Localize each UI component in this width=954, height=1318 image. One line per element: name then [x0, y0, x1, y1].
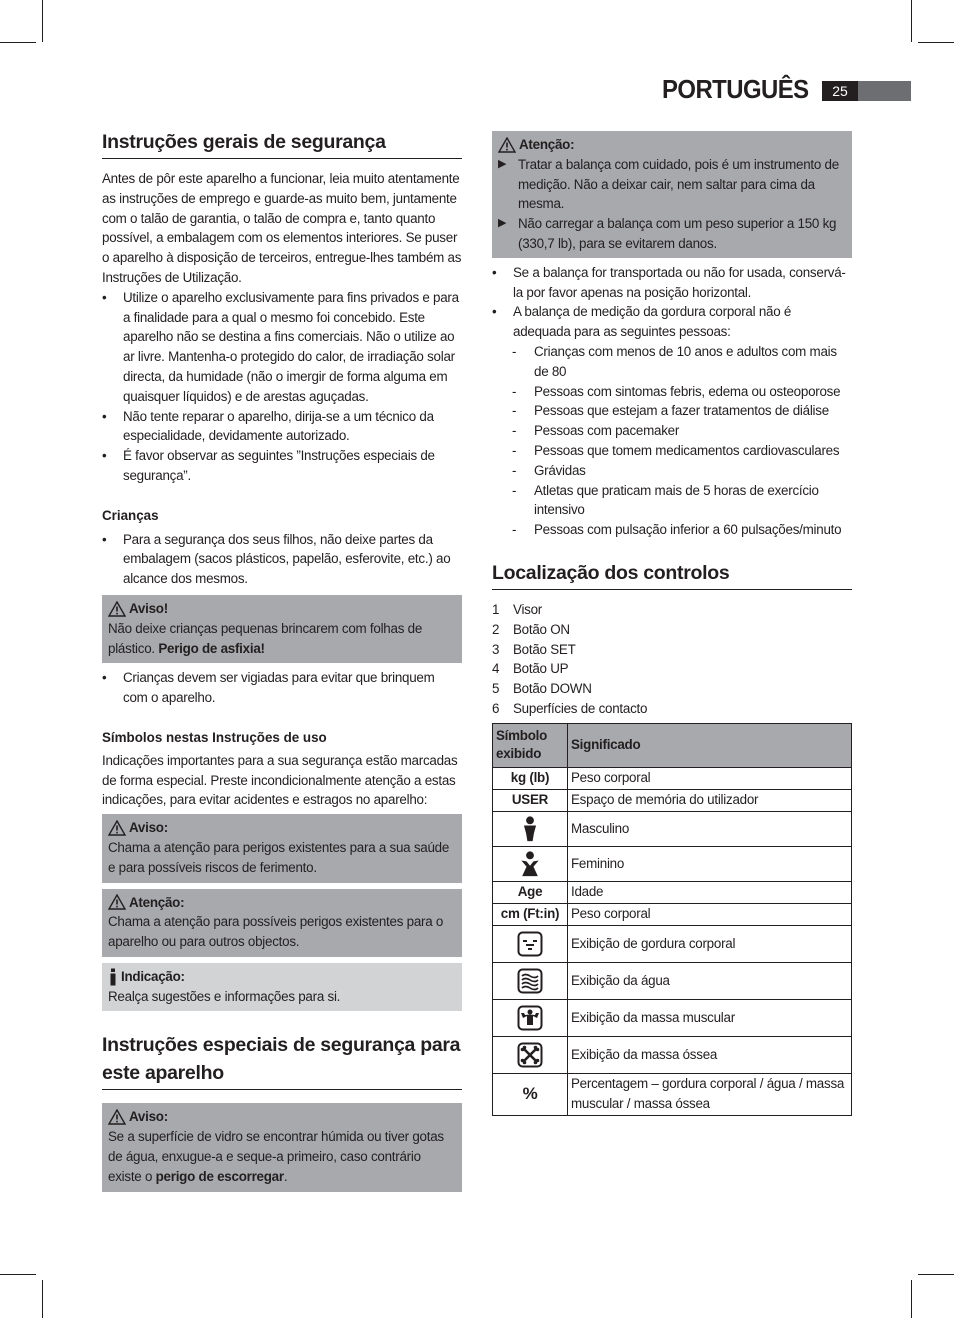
symbols-heading: Símbolos nestas Instruções de uso: [102, 729, 327, 745]
list-item: - Pessoas que tomem medicamentos cardiovasculares: [512, 442, 840, 458]
page-language-title: PORTUGUÊS: [662, 74, 809, 104]
slip-warning-box: Aviso: Se a superfície de vidro se encontrar húmida ou tiver gotas de água, enxugue-a e seque-a primeiro, caso contrário existe o perigo de escorregar.: [102, 1103, 462, 1191]
list-item: - Grávidas: [512, 462, 586, 478]
warning-icon: [498, 137, 516, 153]
section-title-controls: Localização dos controlos: [492, 559, 852, 590]
muscle-icon: [517, 1005, 543, 1031]
crop-mark: [911, 0, 912, 42]
list-item: 5 Botão DOWN: [492, 681, 592, 697]
list-item: • Se a balança for transportada ou não for usada, conservá-la por favor apenas na posição horizontal.: [492, 264, 846, 300]
triangle-bullet-icon: ▶: [498, 217, 507, 230]
list-item: 3 Botão SET: [492, 641, 576, 657]
water-icon: [517, 968, 543, 994]
right-column: [492, 131, 852, 1116]
header-bar: [858, 81, 911, 101]
table-row: Exibição de gordura corporal: [493, 925, 852, 962]
table-row: cm (Ft:in) Peso corporal: [493, 903, 852, 925]
warning-icon: [108, 1109, 126, 1125]
indicacao-box: Indicação: Realça sugestões e informações para si.: [102, 963, 462, 1012]
list-item: • É favor observar as seguintes ”Instruções especiais de segurança”.: [102, 448, 435, 483]
general-bullets: [102, 288, 462, 486]
list-item: • Crianças devem ser vigiadas para evitar que brinquem com o aparelho.: [102, 670, 435, 706]
table-row: Masculino: [493, 811, 852, 846]
table-header-row: Símbolo exibido Significado: [493, 723, 852, 767]
list-item: - Pessoas com sintomas febris, edema ou osteoporose: [512, 383, 841, 399]
info-icon: [108, 968, 118, 986]
warning-icon: [108, 820, 126, 836]
general-intro: Antes de pôr este aparelho a funcionar, leia muito atentamente as instruções de emprego e guarde-as muito bem, juntamente com o talão de garantia, o talão de compra e, tanto quanto possível, a embalagem com os elementos interiores. Se puser o aparelho à disposição de terceiros, entregue-lhes também as Instruções de Utilização.: [102, 171, 462, 285]
warning-title: Aviso!: [129, 600, 168, 616]
page-number: 25: [822, 81, 858, 101]
table-row: kg (lb) Peso corporal: [493, 767, 852, 789]
crop-mark: [918, 42, 954, 43]
crop-mark: [42, 1280, 43, 1318]
list-item: - Pessoas que estejam a fazer tratamentos de diálise: [512, 403, 829, 419]
warning-icon: [108, 601, 126, 617]
list-item: - Atletas que praticam mais de 5 horas de exercício intensivo: [512, 482, 819, 518]
atencao-box: Atenção: Chama a atenção para possíveis perigos existentes para o aparelho ou para outros objectos.: [102, 889, 462, 957]
warning-text: Não deixe crianças pequenas brincarem com folhas de plástico.: [108, 620, 423, 656]
children-warning-box: [102, 595, 462, 663]
table-row: Exibição da massa óssea: [493, 1036, 852, 1073]
list-item: - Pessoas com pulsação inferior a 60 pulsações/minuto: [512, 522, 842, 538]
crop-mark: [42, 0, 43, 42]
crop-mark: [911, 1280, 912, 1318]
unsuitable-persons-list: [492, 342, 852, 540]
list-item: • A balança de medição da gordura corporal não é adequada para as seguintes pessoas:: [492, 304, 792, 340]
list-item: 2 Botão ON: [492, 621, 570, 637]
crop-mark: [0, 1274, 36, 1275]
female-icon: [517, 851, 543, 877]
section-title-special-safety: Instruções especiais de segurança para este aparelho: [102, 1031, 462, 1090]
table-row: Age Idade: [493, 881, 852, 903]
list-item: • Utilize o aparelho exclusivamente para fins privados e para a finalidade para a qual o mesmo foi concebido. Este aparelho não se destina a fins comerciais. Não o utilize ao ar livre. Mantenha-o protegido do calor, de irradiação solar directa, da humidade (não o imergir de forma alguma em quaisquer líquidos) e de arestas aguçadas.: [102, 289, 459, 404]
warning-emphasis: Perigo de asfixia!: [158, 640, 265, 656]
bone-icon: [517, 1042, 543, 1068]
section-title-general-safety: Instruções gerais de segurança: [102, 128, 462, 159]
symbol-table: [492, 723, 852, 1116]
table-row: Feminino: [493, 846, 852, 881]
list-item: 1 Visor: [492, 601, 543, 617]
list-item: - Crianças com menos de 10 anos e adultos com mais de 80: [512, 343, 837, 379]
children-heading: Crianças: [102, 507, 159, 523]
table-row: USER Espaço de memória do utilizador: [493, 789, 852, 811]
list-item: • Para a segurança dos seus filhos, não deixe partes da embalagem (sacos plásticos, papelão, esferovite, etc.) ao alcance dos mesmos.: [102, 531, 451, 587]
table-row: Exibição da massa muscular: [493, 999, 852, 1036]
table-row: Exibição da água: [493, 962, 852, 999]
list-item: 4 Botão UP: [492, 661, 569, 677]
list-item: 6 Superfícies de contacto: [492, 700, 648, 716]
body-fat-icon: [517, 931, 543, 957]
list-item: - Pessoas com pacemaker: [512, 423, 680, 439]
crop-mark: [0, 42, 36, 43]
list-item: • Não tente reparar o aparelho, dirija-se a um técnico da especialidade, devidamente autorizado.: [102, 408, 434, 444]
left-column: [102, 128, 462, 1192]
crop-mark: [918, 1274, 954, 1275]
warning-icon: [108, 894, 126, 910]
list-item: ▶ Não carregar a balança com um peso superior a 150 kg (330,7 lb), para se evitarem danos.: [498, 216, 837, 251]
male-icon: [517, 816, 543, 842]
table-row: % Percentagem – gordura corporal / água / massa muscular / massa óssea: [493, 1073, 852, 1115]
controls-list: [492, 600, 852, 719]
caution-box: Atenção: ▶ Tratar a balança com cuidado, pois é um instrumento de medição. Não a deixar cair, nem saltar para cima da mesma. ▶ Não carregar a balança com um peso superior a 150 kg (330,7 lb), para se evitarem danos.: [492, 131, 852, 258]
list-item: ▶ Tratar a balança com cuidado, pois é um instrumento de medição. Não a deixar cair, nem saltar para cima da mesma.: [498, 156, 839, 212]
triangle-bullet-icon: ▶: [498, 157, 507, 170]
symbols-intro: Indicações importantes para a sua segurança estão marcadas de forma especial. Preste incondicionalmente atenção a estas indicações, para evitar acidentes e estragos no aparelho:: [102, 752, 458, 808]
aviso-box: Aviso: Chama a atenção para perigos existentes para a sua saúde e para possíveis riscos de ferimento.: [102, 814, 462, 882]
